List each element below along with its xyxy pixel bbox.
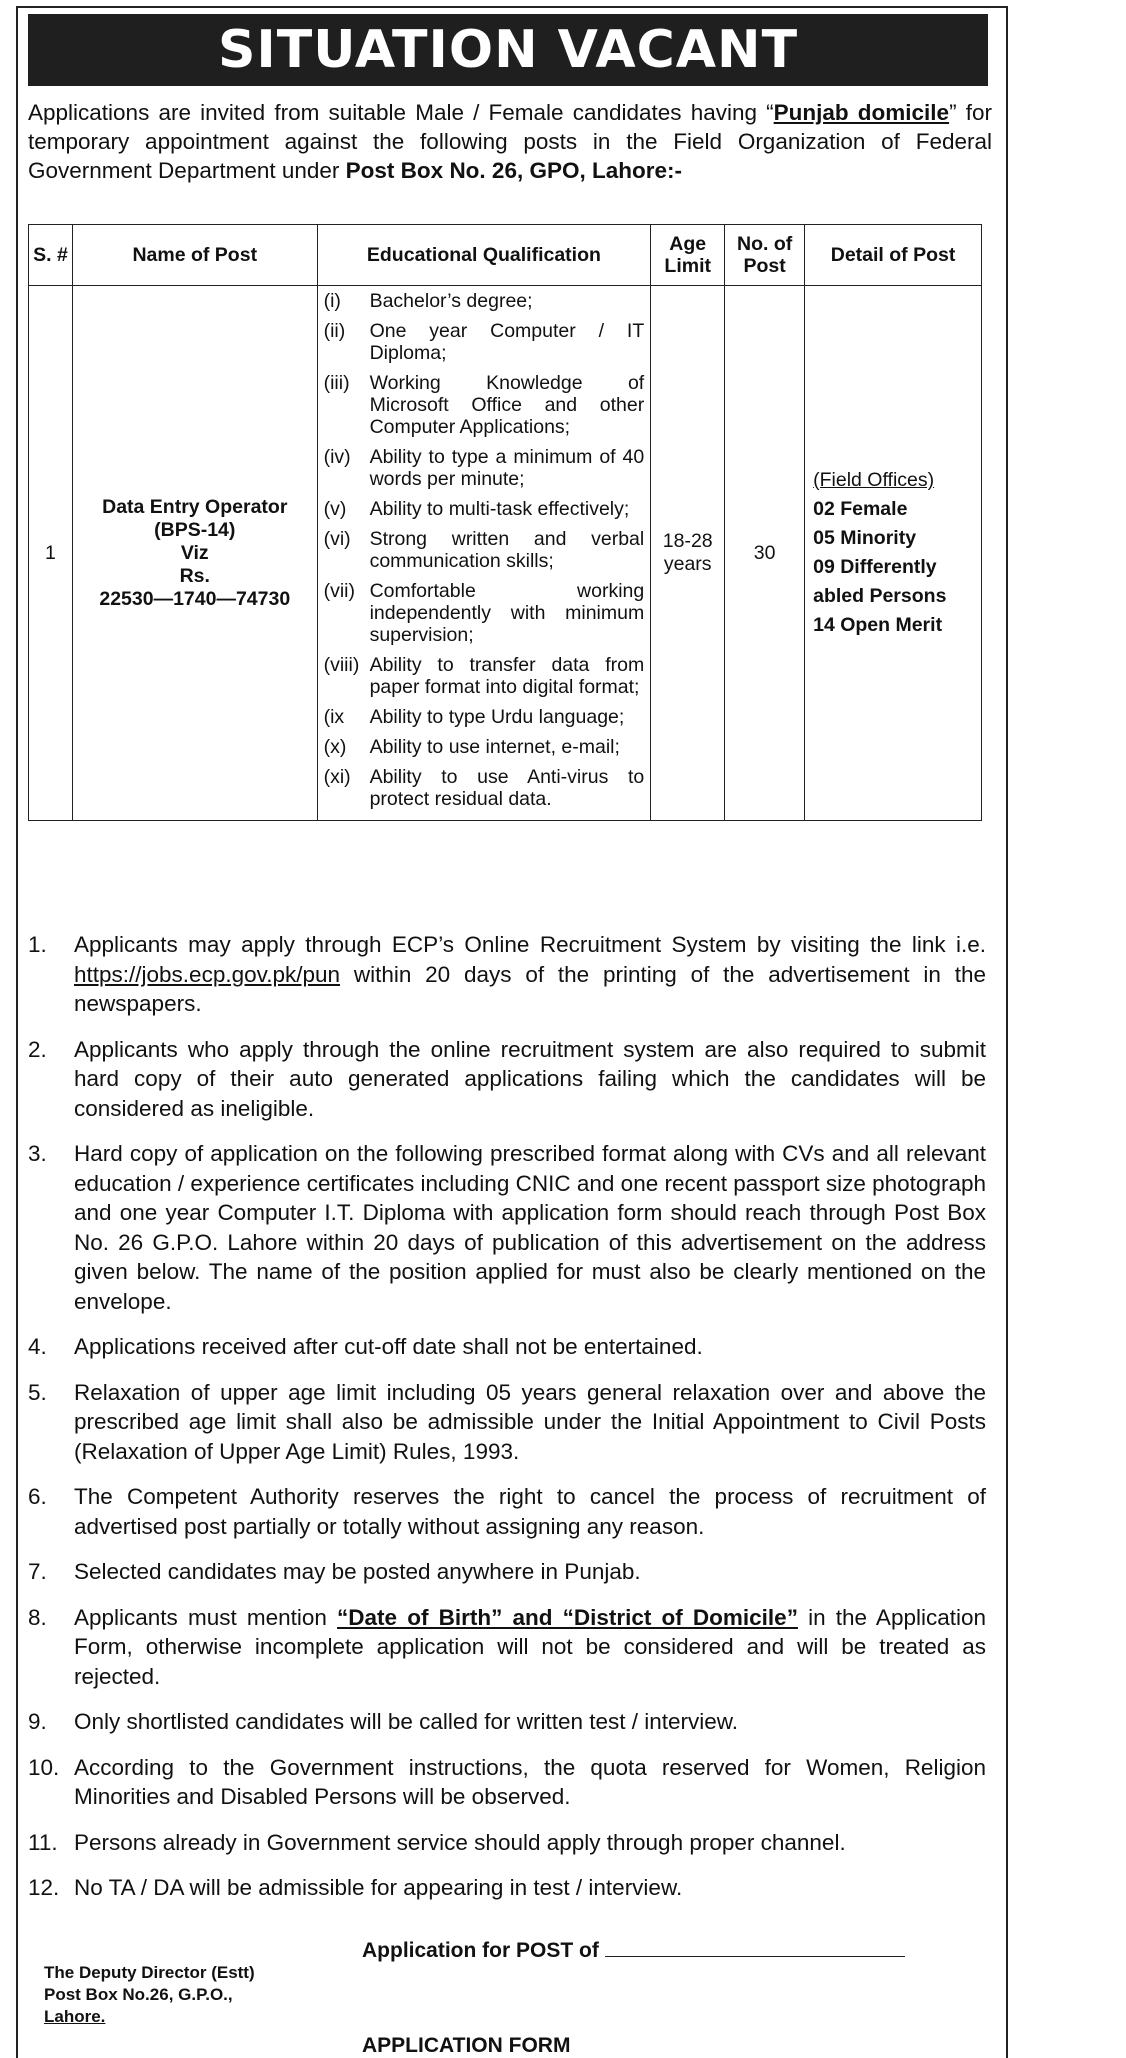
column-header-name: Name of Post xyxy=(72,225,317,286)
detail-open-merit: 14 Open Merit xyxy=(813,614,943,636)
intro-text-2: ” for temporary appointment against the following posts in the Field Organization of Federal Government Department under xyxy=(28,100,992,183)
column-header-count: No. of Post xyxy=(725,225,805,286)
post-name-blank xyxy=(605,1938,905,1957)
posts-table xyxy=(28,224,982,821)
list-item: 9. Only shortlisted candidates will be called for written test / interview. xyxy=(28,1709,739,1734)
list-item: 7. Selected candidates may be posted anywhere in Punjab. xyxy=(28,1559,641,1584)
application-for-label: Application for POST of xyxy=(362,1939,599,1962)
list-item: 12. No TA / DA will be admissible for appearing in test / interview. xyxy=(28,1875,683,1900)
post-box-address: Post Box No. 26, GPO, Lahore:- xyxy=(345,158,682,183)
qualification-list xyxy=(317,286,651,821)
list-item: 3. Hard copy of application on the following prescribed format along with CVs and all relevant education / experience certificates including CNIC and one recent passport size photograph and one year Computer I.T. Diploma with application form should reach through Post Box No. 26 G.P.O. Lahore within 20 days of publication of this advertisement on the address given below. The name of the position applied for must also be clearly mentioned on the envelope. xyxy=(28,1141,986,1314)
application-for-post xyxy=(362,1938,905,1963)
list-item: 6. The Competent Authority reserves the right to cancel the process of recruitment of advertised post partially or totally without assigning any reason. xyxy=(28,1484,986,1539)
list-item: (v) Ability to multi-task effectively; xyxy=(323,498,630,520)
list-item: 2. Applicants who apply through the online recruitment system are also required to submit hard copy of their auto generated applications failing which the candidates will be considered as ineligible. xyxy=(28,1036,986,1121)
list-item: 4. Applications received after cut-off date shall not be entertained. xyxy=(28,1334,703,1359)
list-item: (ii) One year Computer / IT Diploma; xyxy=(323,320,645,364)
list-item: (viii) Ability to transfer data from paper format into digital format; xyxy=(323,654,645,698)
post-pay-scale: 22530—1740—74730 xyxy=(99,587,291,610)
list-item: 11. Persons already in Government service should apply through proper channel. xyxy=(28,1829,846,1855)
column-header-qualification: Educational Qualification xyxy=(317,225,651,286)
post-title: Data Entry Operator xyxy=(102,495,288,518)
column-header-detail: Detail of Post xyxy=(805,225,982,286)
age-limit: 18-28 years xyxy=(651,286,725,821)
column-header-age: Age Limit xyxy=(651,225,725,286)
post-detail xyxy=(805,286,982,821)
list-item: (iv) Ability to type a minimum of 40 words per minute; xyxy=(323,446,645,490)
list-item: 8. Applicants must mention “Date of Birth” and “District of Domicile” in the Application Form, otherwise incomplete application will not be considered and will be treated as rejected. xyxy=(28,1604,987,1689)
list-item: (ix Ability to type Urdu language; xyxy=(323,706,625,728)
list-item: 5. Relaxation of upper age limit including 05 years general relaxation over and above the prescribed age limit shall also be admissible under the Initial Appointment to Civil Posts (Relaxation of Upper Age Limit) Rules, 1993. xyxy=(28,1379,986,1464)
domicile-requirement: Punjab domicile xyxy=(773,100,950,125)
list-item: (vii) Comfortable working independently with minimum supervision; xyxy=(323,580,645,646)
detail-heading: (Field Offices) xyxy=(813,469,935,491)
page-title: SITUATION VACANT xyxy=(28,14,988,86)
detail-differently-abled: 09 Differently abled Persons xyxy=(813,556,947,607)
serial-number: 1 xyxy=(29,286,73,821)
list-item: (xi) Ability to use Anti-virus to protect residual data. xyxy=(323,766,645,810)
list-item: 1. Applicants may apply through ECP’s Online Recruitment System by visiting the link i.e. https://jobs.ecp.gov.pk/pun within 20 days of the printing of the advertisement in the newspapers. xyxy=(28,932,986,1016)
address-line: Lahore. xyxy=(44,2007,106,2026)
list-item: (iii) Working Knowledge of Microsoft Office and other Computer Applications; xyxy=(323,372,645,438)
list-item: (i) Bachelor’s degree; xyxy=(323,290,533,312)
table-header-row xyxy=(29,225,982,286)
recruitment-link[interactable]: https://jobs.ecp.gov.pk/pun xyxy=(74,961,341,987)
address-line: Post Box No.26, G.P.O., xyxy=(44,1985,233,2004)
post-currency: Rs. xyxy=(179,564,210,587)
required-fields: “Date of Birth” and “District of Domicile” xyxy=(337,1604,798,1630)
post-viz: Viz xyxy=(180,541,209,564)
address-line: The Deputy Director (Estt) xyxy=(44,1963,255,1982)
post-name xyxy=(72,286,317,821)
column-header-sno: S. # xyxy=(29,225,73,286)
intro-text-1: Applications are invited from suitable Male / Female candidates having “ xyxy=(28,100,774,125)
application-form-title: APPLICATION FORM xyxy=(362,2034,571,2057)
list-item: (vi) Strong written and verbal communication skills; xyxy=(323,528,645,572)
mailing-address xyxy=(44,1962,255,2028)
detail-minority: 05 Minority xyxy=(813,527,917,549)
intro-paragraph xyxy=(28,98,992,185)
post-scale: (BPS-14) xyxy=(154,518,236,541)
number-of-posts: 30 xyxy=(725,286,805,821)
detail-female: 02 Female xyxy=(813,498,908,520)
table-row xyxy=(29,286,982,821)
instructions-list xyxy=(28,930,986,1919)
list-item: 10. According to the Government instructions, the quota reserved for Women, Religion Minorities and Disabled Persons will be observed. xyxy=(28,1754,986,1809)
list-item: (x) Ability to use internet, e-mail; xyxy=(323,736,620,758)
